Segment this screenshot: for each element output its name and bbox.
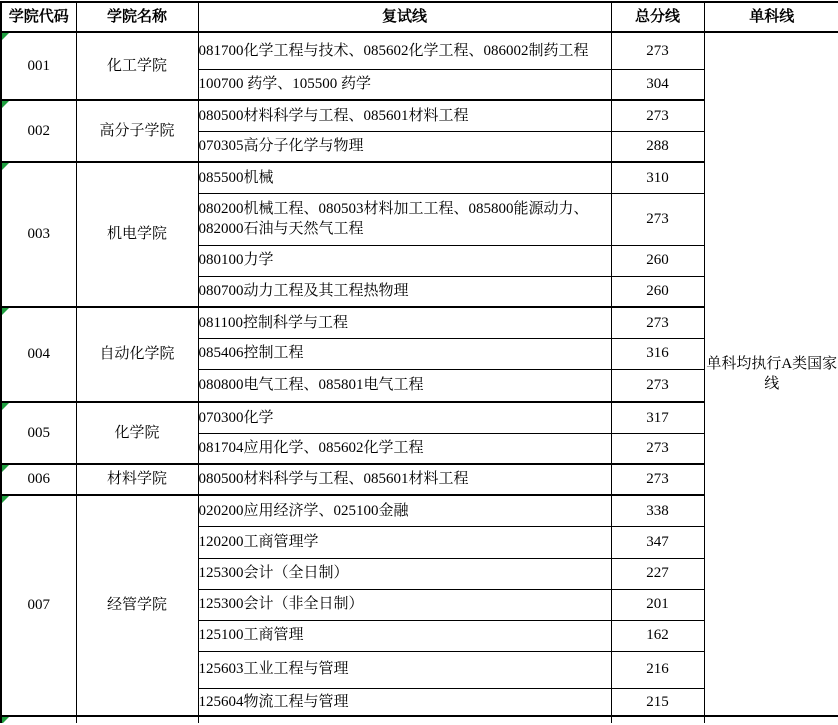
college-name-cell: 材料学院 [76,464,198,495]
college-code: 003 [27,226,50,243]
partial-table-row [1,716,838,723]
majors-cell: 125603工业工程与管理 [198,651,611,688]
score-cell: 260 [611,245,704,276]
corner-marker-icon [2,717,9,723]
score-cell: 304 [611,69,704,100]
score-cell [611,716,704,723]
college-code: 001 [27,57,50,74]
header-retest-line: 复试线 [198,2,611,32]
majors-cell: 081704应用化学、085602化学工程 [198,433,611,464]
header-row [1,2,838,32]
corner-marker-icon [2,101,9,108]
corner-marker-icon [2,308,9,315]
majors-cell: 125300会计（全日制） [198,558,611,589]
college-name-cell: 高分子学院 [76,100,198,162]
college-name-cell: 机电学院 [76,162,198,307]
college-code-cell [1,464,76,495]
college-code-cell [1,495,76,716]
corner-marker-icon [2,403,9,410]
college-code-cell [1,100,76,162]
score-cell: 288 [611,131,704,162]
table-row [1,32,838,69]
majors-cell: 081100控制科学与工程 [198,307,611,338]
score-cell: 227 [611,558,704,589]
score-cell: 201 [611,589,704,620]
single-line-note-cell [704,716,838,723]
majors-cell: 020200应用经济学、025100金融 [198,495,611,526]
score-cell: 316 [611,338,704,369]
college-name-cell: 经管学院 [76,495,198,716]
score-cell: 273 [611,193,704,245]
college-code-cell [1,716,76,723]
majors-cell: 125300会计（非全日制） [198,589,611,620]
header-college-name: 学院名称 [76,2,198,32]
majors-cell: 085500机械 [198,162,611,193]
corner-marker-icon [2,465,9,472]
majors-cell: 080100力学 [198,245,611,276]
college-code-cell [1,402,76,464]
score-cell: 273 [611,433,704,464]
header-college-code: 学院代码 [1,2,76,32]
corner-marker-icon [2,33,9,40]
single-line-note-cell: 单科均执行A类国家线 [704,32,838,716]
score-cell: 338 [611,495,704,526]
majors-cell: 125604物流工程与管理 [198,688,611,716]
college-code-cell [1,32,76,100]
score-cell: 273 [611,100,704,131]
college-name-cell [76,716,198,723]
majors-cell: 080500材料科学与工程、085601材料工程 [198,100,611,131]
college-name-cell: 化学院 [76,402,198,464]
college-code: 005 [27,424,50,441]
score-cell: 310 [611,162,704,193]
majors-cell: 100700 药学、105500 药学 [198,69,611,100]
majors-cell: 125100工商管理 [198,620,611,651]
majors-cell: 070305高分子化学与物理 [198,131,611,162]
majors-cell: 120200工商管理学 [198,526,611,558]
college-code: 004 [27,346,50,363]
majors-cell [198,716,611,723]
corner-marker-icon [2,496,9,503]
header-single-line: 单科线 [704,2,838,32]
score-cell: 347 [611,526,704,558]
majors-cell: 080800电气工程、085801电气工程 [198,369,611,402]
score-cell: 216 [611,651,704,688]
college-name-cell: 自动化学院 [76,307,198,402]
college-code: 002 [27,122,50,139]
score-cell: 273 [611,307,704,338]
majors-cell: 080500材料科学与工程、085601材料工程 [198,464,611,495]
score-cell: 162 [611,620,704,651]
majors-cell: 085406控制工程 [198,338,611,369]
corner-marker-icon [2,163,9,170]
college-code-cell [1,307,76,402]
college-code: 007 [27,597,50,614]
admission-score-table [0,1,838,723]
majors-cell: 080700动力工程及其工程热物理 [198,276,611,307]
college-code-cell [1,162,76,307]
score-cell: 273 [611,464,704,495]
college-name-cell: 化工学院 [76,32,198,100]
header-total-line: 总分线 [611,2,704,32]
score-cell: 273 [611,32,704,69]
majors-cell: 080200机械工程、080503材料加工工程、085800能源动力、082000石油与天然气工程 [198,193,611,245]
score-cell: 317 [611,402,704,433]
score-cell: 215 [611,688,704,716]
score-cell: 273 [611,369,704,402]
majors-cell: 081700化学工程与技术、085602化学工程、086002制药工程 [198,32,611,69]
score-cell: 260 [611,276,704,307]
college-code: 006 [27,471,50,488]
majors-cell: 070300化学 [198,402,611,433]
